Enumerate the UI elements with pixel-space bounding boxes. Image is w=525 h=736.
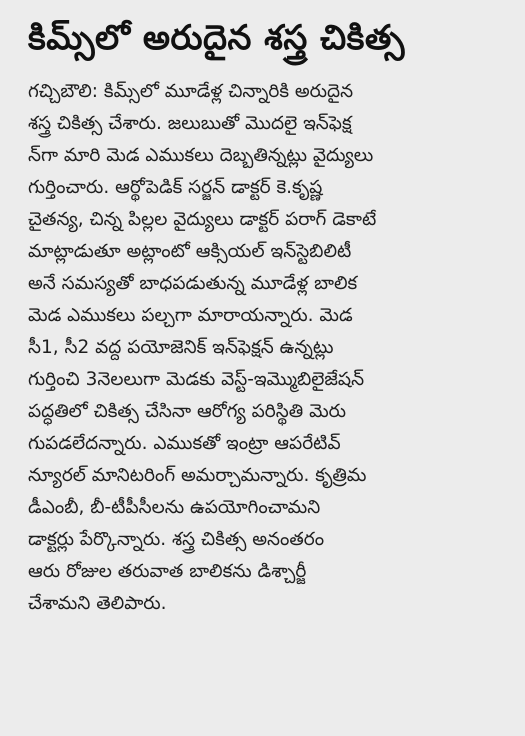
article-line: మెడ ఎముకలు పల్చగా మారాయన్నారు. మెడ xyxy=(28,305,353,326)
article-headline: కిమ్స్‌లో అరుదైన శస్త్ర చికిత్స xyxy=(28,18,405,58)
article-line: గుపడలేదన్నారు. ఎముకతో ఇంట్రా ఆపరేటివ్ xyxy=(28,433,341,454)
article-body xyxy=(28,76,507,620)
article-line: గుర్తించి 3నెలలుగా మెడకు వెస్ట్-ఇమ్మొబిలైజేషన్ xyxy=(28,369,365,390)
article-line: డాక్టర్లు పేర్కొన్నారు. శస్త్ర చికిత్స అనంతరం xyxy=(28,529,325,550)
article-line: డీఎంబీ, బీ-టీపీసీలను ఉపయోగించామని xyxy=(28,497,321,518)
article-line: సీ1, సీ2 వద్ద పయోజెనిక్ ఇన్‌ఫెక్షన్ ఉన్నట్లు xyxy=(28,337,334,358)
article-line: గుర్తించారు. ఆర్థోపెడిక్ సర్జన్ డాక్టర్ కె.కృష్ణ xyxy=(28,177,323,198)
article-line: పద్ధతిలో చికిత్స చేసినా ఆరోగ్య పరిస్థితి మెరు xyxy=(28,401,347,422)
article-line: శస్త్ర చికిత్స చేశారు. జలుబుతో మొదలై ఇన్‌ఫెక్ష xyxy=(28,113,352,134)
article-line: గచ్చిబౌలి: కిమ్స్‌లో మూడేళ్ల చిన్నారికి అరుదైన xyxy=(28,81,354,102)
article-line: అనే సమస్యతో బాధపడుతున్న మూడేళ్ల బాలిక xyxy=(28,273,358,294)
article-line: న్యూరల్ మానిటరింగ్ అమర్చామన్నారు. కృత్రిమ xyxy=(28,465,367,486)
article-line: మాట్లాడుతూ అట్లాంటో ఆక్సియల్ ఇన్‌స్టెబిలిటీ xyxy=(28,241,352,262)
article-line: న్‌గా మారి మెడ ఎముకలు దెబ్బతిన్నట్లు వైద్యులు xyxy=(28,145,374,166)
article-line: చైతన్య, చిన్న పిల్లల వైద్యులు డాక్టర్ పరాగ్ డెకాటే xyxy=(28,209,377,230)
article-line: చేశామని తెలిపారు. xyxy=(28,593,167,614)
article-line: ఆరు రోజుల తరువాత బాలికను డిశ్చార్జీ xyxy=(28,561,307,582)
